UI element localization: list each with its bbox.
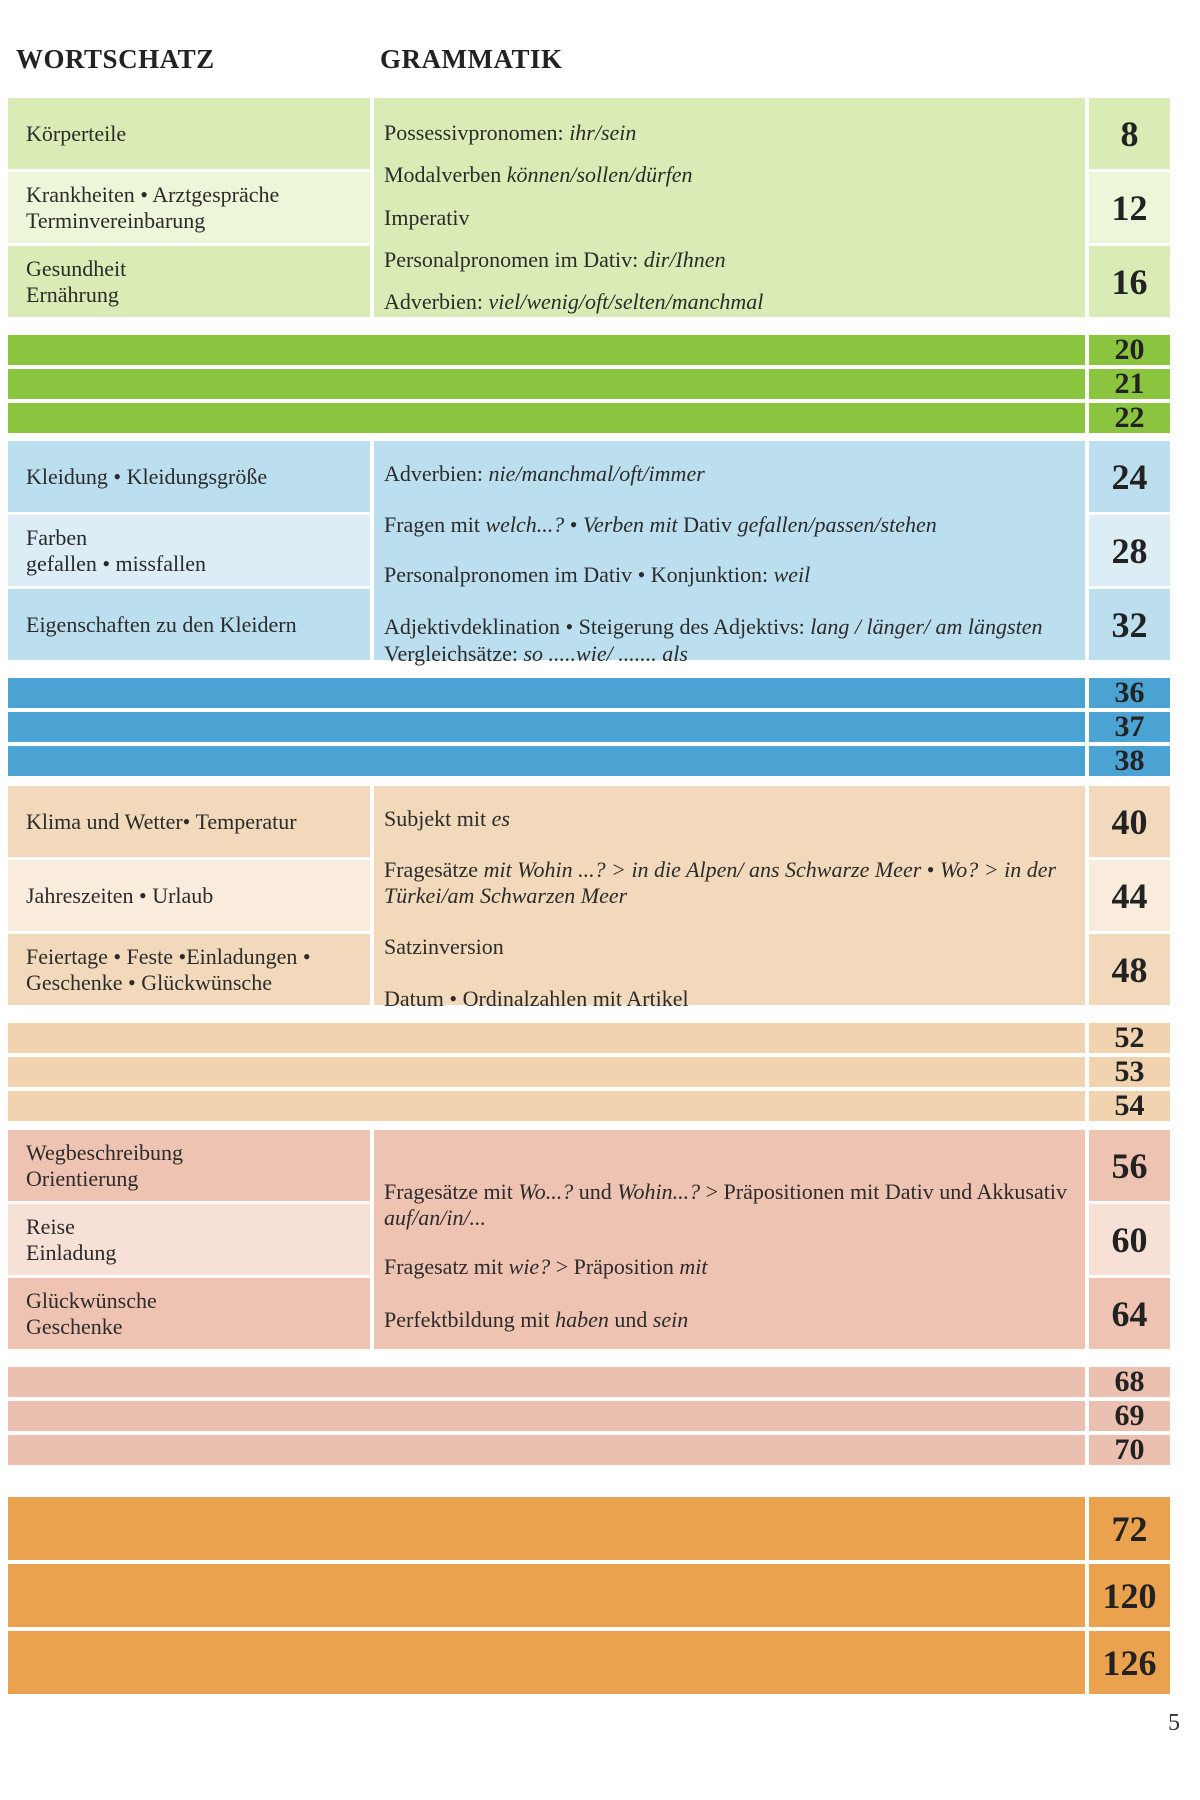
- vocab-text: Kleidung • Kleidungsgröße: [26, 463, 268, 489]
- appendix-page-number[interactable]: 126: [1089, 1631, 1170, 1694]
- band-page-number[interactable]: 54: [1089, 1091, 1170, 1121]
- grammar-text: Modalverben: [384, 162, 507, 187]
- band-cell: [8, 1401, 1085, 1431]
- vocab-text: Jahreszeiten • Urlaub: [26, 882, 214, 908]
- vocab-cell: [8, 1204, 370, 1275]
- grammar-term: ihr/sein: [569, 120, 637, 145]
- vocab-cell: [8, 860, 370, 931]
- grammar-term: so .....wie/ ....... als: [523, 641, 688, 666]
- grammar-line: [384, 461, 1081, 487]
- grammar-text: > Präposition: [550, 1254, 680, 1279]
- grammar-term: Wo? > in der Türkei/am Schwarzen Meer: [384, 857, 1057, 908]
- grammar-term: gefallen/passen/stehen: [737, 512, 937, 537]
- grammar-block: [374, 441, 1085, 666]
- grammar-block: [374, 98, 1085, 317]
- band-page-number[interactable]: 52: [1089, 1023, 1170, 1053]
- page-number-cell[interactable]: 44: [1089, 860, 1170, 931]
- grammar-term: dir/Ihnen: [643, 247, 726, 272]
- vocab-cell: [8, 1130, 370, 1201]
- grammar-block: [374, 786, 1085, 1011]
- grammar-block: [374, 1130, 1085, 1349]
- page-number-cell[interactable]: 16: [1089, 246, 1170, 317]
- vocab-text: Wegbeschreibung Orientierung: [26, 1139, 184, 1191]
- page-number-cell[interactable]: 32: [1089, 589, 1170, 660]
- band-cell: [8, 369, 1085, 399]
- grammar-text: Adverbien:: [384, 461, 489, 486]
- appendix-row: [8, 1631, 1085, 1694]
- vocab-text: Farben gefallen • missfallen: [26, 524, 206, 576]
- band-cell: [8, 1367, 1085, 1397]
- band-cell: [8, 1057, 1085, 1087]
- page-number-cell[interactable]: 48: [1089, 934, 1170, 1005]
- grammar-text: Fragen mit: [384, 512, 486, 537]
- grammar-text: Dativ: [683, 512, 738, 537]
- grammar-line: [384, 1179, 1081, 1231]
- grammar-term: mit: [679, 1254, 708, 1279]
- band-page-number[interactable]: 20: [1089, 335, 1170, 365]
- appendix-page-number[interactable]: 120: [1089, 1564, 1170, 1627]
- grammar-line: [384, 806, 1081, 832]
- band-cell: [8, 1435, 1085, 1465]
- grammar-term: Wo...?: [518, 1179, 574, 1204]
- grammar-text: Personalpronomen im Dativ:: [384, 247, 644, 272]
- page-number-cell[interactable]: 56: [1089, 1130, 1170, 1201]
- grammar-term: können/sollen/dürfen: [506, 162, 693, 187]
- vocab-cell: [8, 441, 370, 512]
- grammar-line: [384, 120, 1081, 146]
- band-cell: [8, 678, 1085, 708]
- page-number-cell[interactable]: 12: [1089, 172, 1170, 243]
- grammar-text: Adjektivdeklination • Steigerung des Adjektivs:: [384, 614, 811, 639]
- grammar-term: viel/wenig/oft/selten/manchmal: [488, 289, 764, 314]
- vocab-text: Klima und Wetter• Temperatur: [26, 808, 297, 834]
- grammar-term: haben: [555, 1307, 609, 1332]
- grammar-line: [384, 512, 1081, 538]
- grammar-term: weil: [773, 562, 811, 587]
- grammar-term: es: [491, 806, 510, 831]
- band-cell: [8, 1023, 1085, 1053]
- grammar-text: und: [608, 1307, 653, 1332]
- vocab-text: Reise Einladung: [26, 1213, 117, 1265]
- grammar-text: Fragesätze: [384, 857, 484, 882]
- band-page-number[interactable]: 38: [1089, 746, 1170, 776]
- grammar-line: [384, 1307, 1081, 1333]
- band-page-number[interactable]: 22: [1089, 403, 1170, 433]
- appendix-page-number[interactable]: 72: [1089, 1497, 1170, 1560]
- grammar-text: > Präpositionen mit Dativ und Akkusativ: [700, 1179, 1067, 1204]
- grammar-term: lang / länger/ am längsten: [810, 614, 1043, 639]
- grammar-text: Imperativ: [384, 205, 470, 230]
- grammar-text: und: [573, 1179, 618, 1204]
- page-number-cell[interactable]: 24: [1089, 441, 1170, 512]
- grammar-line: [384, 562, 1081, 588]
- band-page-number[interactable]: 68: [1089, 1367, 1170, 1397]
- grammar-line: [384, 614, 1081, 640]
- grammar-line: [384, 1254, 1081, 1280]
- grammar-text: Perfektbildung mit: [384, 1307, 556, 1332]
- vocab-cell: [8, 1278, 370, 1349]
- grammar-term: mit Wohin ...? > in die Alpen/ ans Schwarze Meer: [483, 857, 922, 882]
- grammar-line: [384, 857, 1081, 909]
- grammar-text: Satzinversion: [384, 934, 504, 959]
- grammar-line: [384, 934, 1081, 960]
- vocab-cell: [8, 172, 370, 243]
- grammar-text: Fragesätze mit: [384, 1179, 519, 1204]
- grammar-text: Datum • Ordinalzahlen mit Artikel: [384, 986, 689, 1011]
- grammar-line: [384, 641, 1081, 667]
- band-page-number[interactable]: 69: [1089, 1401, 1170, 1431]
- vocab-cell: [8, 934, 370, 1005]
- grammar-term: Verben mit: [582, 512, 684, 537]
- band-cell: [8, 335, 1085, 365]
- band-page-number[interactable]: 53: [1089, 1057, 1170, 1087]
- page-number-cell[interactable]: 60: [1089, 1204, 1170, 1275]
- page-number-cell[interactable]: 28: [1089, 515, 1170, 586]
- band-page-number[interactable]: 36: [1089, 678, 1170, 708]
- vocab-text: Gesundheit Ernährung: [26, 255, 127, 307]
- appendix-row: [8, 1497, 1085, 1560]
- vocab-cell: [8, 786, 370, 857]
- grammar-term: sein: [652, 1307, 689, 1332]
- grammar-term: welch...?: [485, 512, 565, 537]
- grammar-text: Fragesatz mit: [384, 1254, 509, 1279]
- grammar-line: [384, 247, 1081, 273]
- vocab-text: Krankheiten • Arztgespräche Terminvereinbarung: [26, 181, 280, 233]
- vocab-text: Glückwünsche Geschenke: [26, 1287, 157, 1339]
- page-number-cell[interactable]: 64: [1089, 1278, 1170, 1349]
- grammar-text: Vergleichsätze:: [384, 641, 524, 666]
- grammar-text: Personalpronomen im Dativ • Konjunktion:: [384, 562, 774, 587]
- grammar-term: wie?: [508, 1254, 551, 1279]
- vocab-cell: [8, 98, 370, 169]
- grammar-text: Possessivpronomen:: [384, 120, 570, 145]
- grammar-text: •: [564, 512, 583, 537]
- appendix-row: [8, 1564, 1085, 1627]
- vocab-text: Körperteile: [26, 120, 127, 146]
- grammar-header: GRAMMATIK: [380, 44, 563, 74]
- grammar-term: auf/an/in/...: [384, 1205, 487, 1230]
- vocab-cell: [8, 589, 370, 660]
- band-cell: [8, 746, 1085, 776]
- vocab-cell: [8, 515, 370, 586]
- grammar-text: Subjekt mit: [384, 806, 492, 831]
- band-cell: [8, 403, 1085, 433]
- grammar-line: [384, 986, 1081, 1012]
- grammar-line: [384, 289, 1081, 315]
- grammar-term: Wohin...?: [617, 1179, 701, 1204]
- vocab-text: Feiertage • Feste •Einladungen • Geschenke • Glückwünsche: [26, 943, 311, 995]
- grammar-text: Adverbien:: [384, 289, 489, 314]
- grammar-line: [384, 162, 1081, 188]
- vocabulary-header: WORTSCHATZ: [16, 44, 215, 74]
- vocab-text: Eigenschaften zu den Kleidern: [26, 611, 297, 637]
- page-number: 5: [1168, 1710, 1180, 1736]
- band-page-number[interactable]: 21: [1089, 369, 1170, 399]
- page-number-cell[interactable]: 40: [1089, 786, 1170, 857]
- band-cell: [8, 712, 1085, 742]
- vocab-cell: [8, 246, 370, 317]
- band-page-number[interactable]: 37: [1089, 712, 1170, 742]
- grammar-line: [384, 205, 1081, 231]
- grammar-text: •: [921, 857, 940, 882]
- band-cell: [8, 1091, 1085, 1121]
- grammar-term: nie/manchmal/oft/immer: [488, 461, 705, 486]
- band-page-number[interactable]: 70: [1089, 1435, 1170, 1465]
- page-number-cell[interactable]: 8: [1089, 98, 1170, 169]
